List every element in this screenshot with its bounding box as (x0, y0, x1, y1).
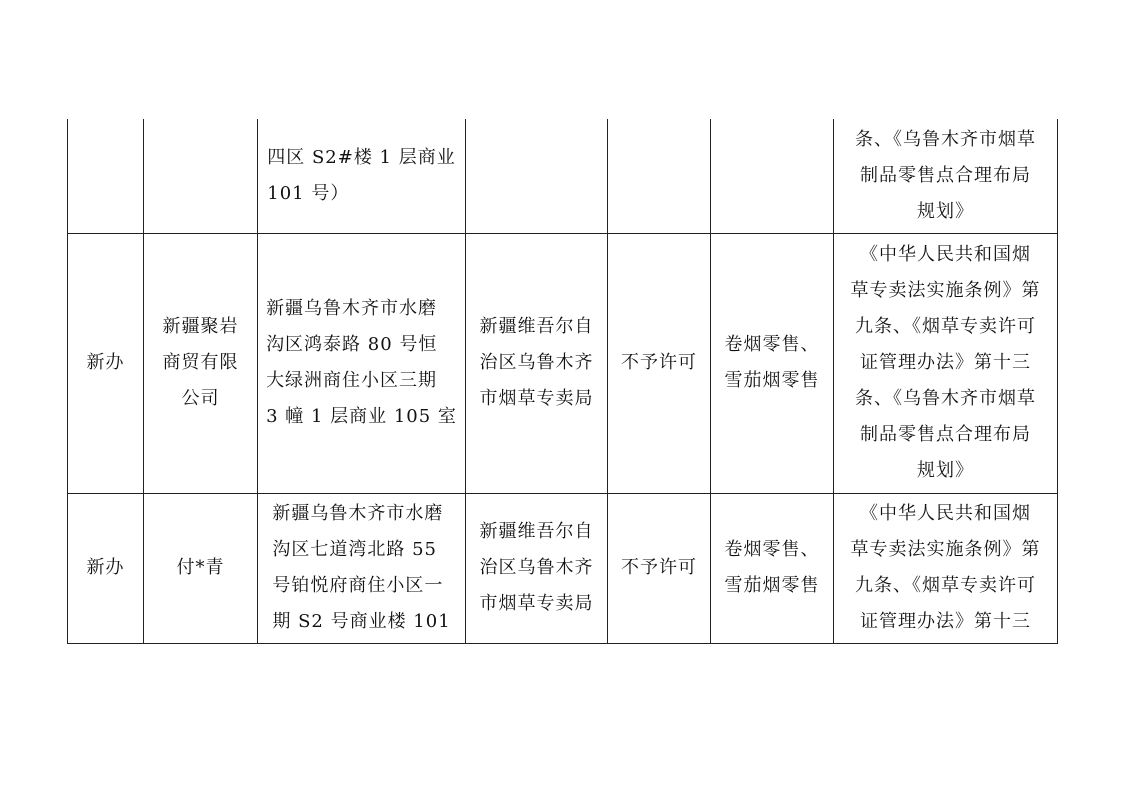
cell-authority: 新疆维吾尔自 治区乌鲁木齐 市烟草专卖局 (466, 493, 608, 643)
cell-business-scope: 卷烟零售、 雪茄烟零售 (711, 233, 834, 493)
table-row (68, 119, 1058, 233)
cell-decision: 不予许可 (608, 493, 711, 643)
table-row (68, 493, 1058, 643)
cell-decision: 不予许可 (608, 233, 711, 493)
cell-business-scope: 卷烟零售、 雪茄烟零售 (711, 493, 834, 643)
cell-decision (608, 119, 711, 233)
cell-applicant-name (144, 119, 258, 233)
cell-legal-basis: 《中华人民共和国烟 草专卖法实施条例》第 九条、《烟草专卖许可 证管理办法》第十三 (834, 493, 1058, 643)
cell-legal-basis: 条、《乌鲁木齐市烟草 制品零售点合理布局 规划》 (834, 119, 1058, 233)
cell-type: 新办 (68, 493, 144, 643)
cell-applicant-name: 付*青 (144, 493, 258, 643)
cell-type (68, 119, 144, 233)
cell-legal-basis: 《中华人民共和国烟 草专卖法实施条例》第 九条、《烟草专卖许可 证管理办法》第十三 条、《乌鲁木齐市烟草 制品零售点合理布局 规划》 (834, 233, 1058, 493)
cell-authority: 新疆维吾尔自 治区乌鲁木齐 市烟草专卖局 (466, 233, 608, 493)
table-row (68, 233, 1058, 493)
cell-address: 新疆乌鲁木齐市水磨 沟区鸿泰路 80 号恒 大绿洲商住小区三期 3 幢 1 层商业 105 室 (258, 233, 466, 493)
cell-address: 四区 S2#楼 1 层商业 101 号） (258, 119, 466, 233)
cell-business-scope (711, 119, 834, 233)
cell-authority (466, 119, 608, 233)
license-decision-table (67, 119, 1058, 644)
cell-applicant-name: 新疆聚岩 商贸有限 公司 (144, 233, 258, 493)
cell-address: 新疆乌鲁木齐市水磨 沟区七道湾北路 55 号铂悦府商住小区一 期 S2 号商业楼 101 (258, 493, 466, 643)
cell-type: 新办 (68, 233, 144, 493)
